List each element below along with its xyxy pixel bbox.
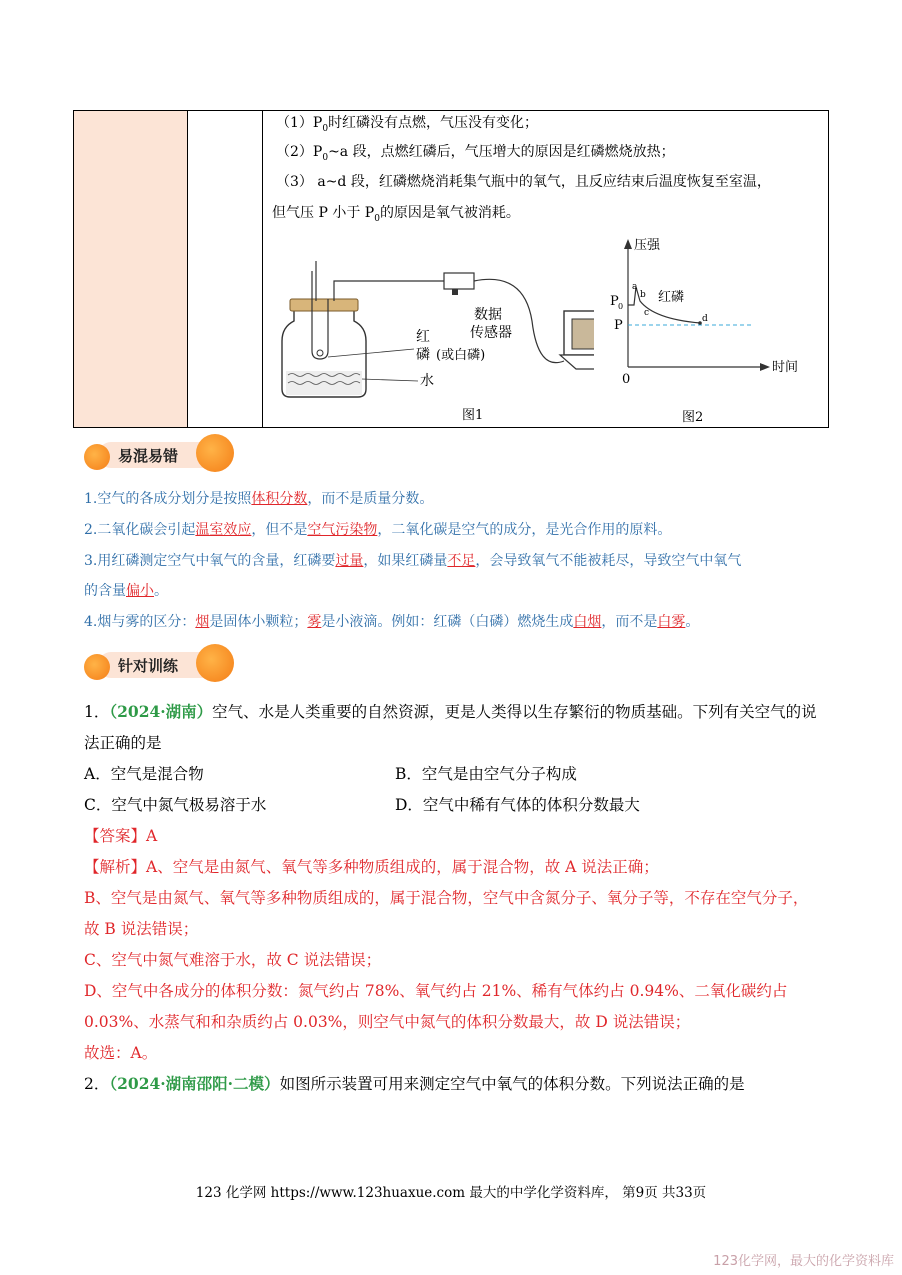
- q1-stem: 1．（2024·湖南）空气、水是人类重要的自然资源，更是人类得以生存繁衍的物质基础。下列有关空气的说: [84, 702, 817, 721]
- tip-1: 1.空气的各成分划分是按照体积分数，而不是质量分数。: [84, 491, 434, 507]
- section-badge-mistakes: [84, 438, 244, 470]
- table-line-2: $(2)P_0\sim a$ 段，点燃红磷后，气压增大的原因是红磷燃烧放热；: [276, 144, 675, 163]
- caption-fig1: 图1: [462, 408, 484, 421]
- figure-2-pressure-graph: [604, 233, 814, 425]
- label-alt: (或白磷): [436, 348, 486, 363]
- q1-analysis-5: D、空气中各成分的体积分数：氮气约占 78%、氧气约占 21%、稀有气体约占 0.94%、二氧化碳约占: [84, 982, 788, 1000]
- page-footer: 123 化学网 https://www.123huaxue.com 最大的中学化学资料库， 第9页 共33页: [195, 1185, 707, 1201]
- point-b: b: [640, 290, 646, 300]
- x-axis-label: 时间: [772, 360, 799, 375]
- q1-analysis-1: 【解析】A、空气是由氮气、氧气等多种物质组成的，属于混合物，故 A 说法正确；: [84, 858, 659, 876]
- q1-analysis-3: 故 B 说法错误；: [84, 920, 199, 938]
- label-p0: P: [610, 294, 619, 309]
- experiment-table: [73, 110, 829, 428]
- point-c: c: [644, 308, 650, 318]
- table-line-1: $(1)P_0$时红磷没有点燃，气压没有变化；: [276, 115, 539, 134]
- q1-option-d: D．空气中稀有气体的体积分数最大: [395, 796, 640, 814]
- label-red-2: 磷: [416, 347, 430, 363]
- label-water: 水: [420, 373, 434, 389]
- table-col-empty: [188, 111, 263, 427]
- watermark: 123化学网，最大的化学资料库: [713, 1254, 894, 1269]
- laptop-base: [560, 355, 594, 369]
- q1-analysis-6: 0.03%、水蒸气和和杂质约占 0.03%，则空气中氮气的体积分数最大，故 D 说法错误；: [84, 1013, 691, 1031]
- q1-stem-2: 法正确的是: [84, 734, 162, 752]
- point-d: d: [702, 314, 708, 324]
- label-red-1: 红: [416, 329, 430, 345]
- label-sensor-2: 传感器: [470, 325, 512, 341]
- q2-stem: 2．（2024·湖南邵阳·二模）如图所示装置可用来测定空气中氧气的体积分数。下列说法正确的是: [84, 1074, 745, 1093]
- table-line-3: （3） a~d 段，红磷燃烧消耗集气瓶中的氧气，且反应结束后温度恢复至室温，: [276, 174, 771, 190]
- point-a: a: [632, 282, 638, 292]
- q1-answer: 【答案】A: [84, 827, 158, 845]
- y-axis-label: 压强: [634, 238, 661, 253]
- tip-4: 4.烟与雾的区分：烟是固体小颗粒；雾是小液滴。例如：红磷（白磷）燃烧生成白烟，而不是白雾。: [84, 614, 700, 630]
- orange-icon: [84, 444, 110, 470]
- table-line-4: 但气压 P 小于 $P_0$的原因是氧气被消耗。: [272, 205, 520, 224]
- q1-option-a: A．空气是混合物: [84, 765, 204, 783]
- figure-1-apparatus: [264, 241, 594, 421]
- section-badge-practice: [84, 648, 244, 680]
- q1-option-c: C．空气中氮气极易溶于水: [84, 796, 267, 814]
- q1-analysis-7: 故选：A。: [84, 1044, 158, 1062]
- section-title: 针对训练: [118, 657, 179, 675]
- orange-icon: [196, 434, 234, 472]
- q1-analysis-4: C、空气中氮气难溶于水，故 C 说法错误；: [84, 951, 382, 969]
- stopper: [290, 299, 358, 311]
- label-origin: 0: [622, 372, 631, 387]
- sensor-box: [444, 273, 474, 289]
- tip-3: 3.用红磷测定空气中氧气的含量，红磷要过量，如果红磷量不足，会导致氧气不能被耗尽，导致空气中氧气: [84, 553, 742, 569]
- orange-icon: [196, 644, 234, 682]
- section-title: 易混易错: [118, 447, 179, 465]
- tip-3-cont: 的含量偏小。: [84, 583, 168, 599]
- label-p0-sub: 0: [618, 302, 624, 311]
- caption-fig2: 图2: [682, 410, 704, 425]
- tip-2: 2.二氧化碳会引起温室效应，但不是空气污染物，二氧化碳是空气的成分，是光合作用的原料。: [84, 522, 672, 538]
- table-col-shaded: [74, 111, 188, 427]
- curve-label: 红磷: [658, 290, 685, 305]
- orange-icon: [84, 654, 110, 680]
- water-layer: [286, 371, 362, 395]
- q1-option-b: B．空气是由空气分子构成: [395, 765, 577, 783]
- q1-analysis-2: B、空气是由氮气、氧气等多种物质组成的，属于混合物，空气中含氮分子、氧分子等，不存在空气分子，: [84, 889, 809, 907]
- label-sensor: 数据: [474, 307, 502, 323]
- label-p: P: [614, 318, 623, 333]
